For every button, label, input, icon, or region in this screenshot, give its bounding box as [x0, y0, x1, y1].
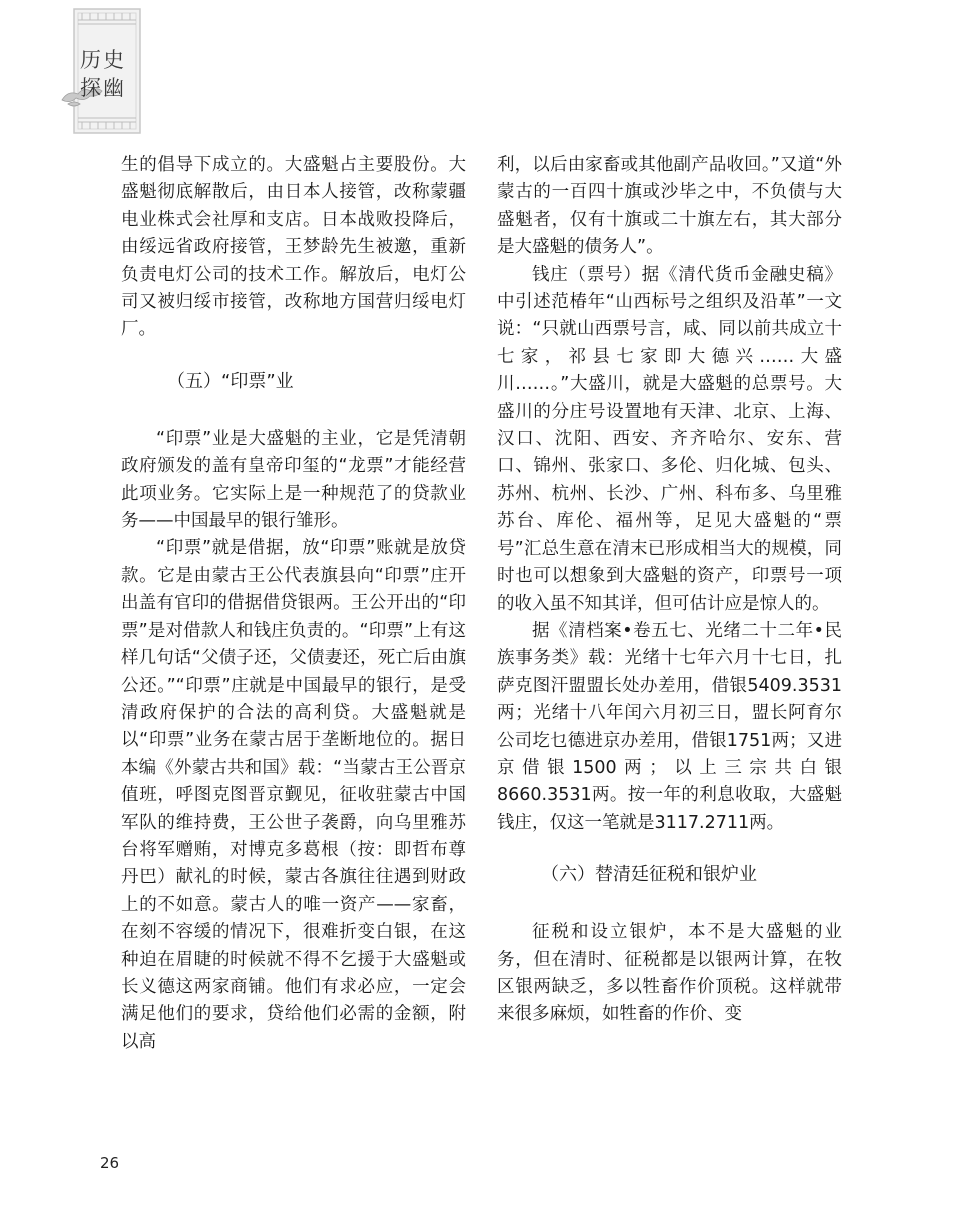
paragraph: 利，以后由家畜或其他副产品收回。”又道“外蒙古的一百四十旗或沙毕之中，不负债与大盛魁者，仅有十旗或二十旗左右，其大部分是大盛魁的债务人”。 [497, 155, 842, 258]
paragraph: “印票”就是借据，放“印票”账就是放贷款。它是由蒙古王公代表旗县向“印票”庄开出盖有官印的借据借贷银两。王公开出的“印票”是对借款人和钱庄负责的。“印票”上有这样几句话“父债子还，父债妻还，死亡后由旗公还。”“印票”庄就是中国最早的银行，是受清政府保护的合法的高利贷。大盛魁就是以“印票”业务在蒙古居于垄断地位的。据日本编《外蒙古共和国》载：“当蒙古王公晋京值班，呼图克图晋京觐见，征收驻蒙古中国军队的维持费，王公世子袭爵，向乌里雅苏台将军赠贿，对博克多葛根（按：即哲布尊丹巴）献礼的时候，蒙古各旗往往遇到财政上的不如意。蒙古人的唯一资产——家畜，在刻不容缓的情况下，很难折变白银，在这种迫在眉睫的时候就不得不乞援于大盛魁或长义德这两家商铺。他们有求必应，一定会满足他们的要求，贷给他们必需的金额，附以高 [121, 538, 466, 1052]
right-column [497, 152, 842, 1029]
left-column [121, 152, 466, 1056]
paragraph: 生的倡导下成立的。大盛魁占主要股份。大盛魁彻底解散后，由日本人接管，改称蒙疆电业株式会社厚和支店。日本战败投降后，由绥远省政府接管，王梦龄先生被邀，重新负责电灯公司的技术工作。解放后，电灯公司又被归绥市接管，改称地方国营归绥电灯厂。 [121, 155, 466, 340]
page-number: 26 [100, 1154, 120, 1172]
section-badge-line-2: 探幽 [80, 76, 126, 100]
paragraph: 据《清档案•卷五七、光绪二十二年•民族事务类》载：光绪十七年六月十七日，扎萨克图汗盟盟长处办差用，借银5409.3531两；光绪十八年闰六月初三日，盟长阿育尔公司圪乜德进京办差用，借银1751两；又进京借银1500两；以上三宗共白银8660.3531两。按一年的利息收取，大盛魁钱庄，仅这一笔就是3117.2711两。 [497, 620, 842, 833]
paragraph: 征税和设立银炉，本不是大盛魁的业务，但在清时、征税都是以银两计算，在牧区银两缺乏，多以牲畜作价顶税。这样就带来很多麻烦，如牲畜的作价、变 [497, 922, 842, 1025]
section-badge-label [80, 46, 138, 102]
section-heading: （六）替清廷征税和银炉业 [541, 864, 757, 886]
section-badge [60, 8, 142, 134]
paragraph: “印票”业是大盛魁的主业，它是凭清朝政府颁发的盖有皇帝印玺的“龙票”才能经营此项业务。它实际上是一种规范了的贷款业务——中国最早的银行雏形。 [121, 428, 466, 532]
section-badge-line-1: 历史 [80, 48, 126, 72]
paragraph: 钱庄（票号）据《清代货币金融史稿》中引述范椿年“山西标号之组织及沿革”一文说：“只就山西票号言，咸、同以前共成立十七家，祁县七家即大德兴……大盛川……。”大盛川，就是大盛魁的总票号。大盛川的分庄号设置地有天津、北京、上海、汉口、沈阳、西安、齐齐哈尔、安东、营口、锦州、张家口、多伦、归化城、包头、苏州、杭州、长沙、广州、科布多、乌里雅苏台、库伦、福州等，足见大盛魁的“票号”汇总生意在清末已形成相当大的规模，同时也可以想象到大盛魁的资产，印票号一项的收入虽不知其详，但可估计应是惊人的。 [497, 264, 842, 614]
section-heading: （五）“印票”业 [167, 370, 294, 392]
